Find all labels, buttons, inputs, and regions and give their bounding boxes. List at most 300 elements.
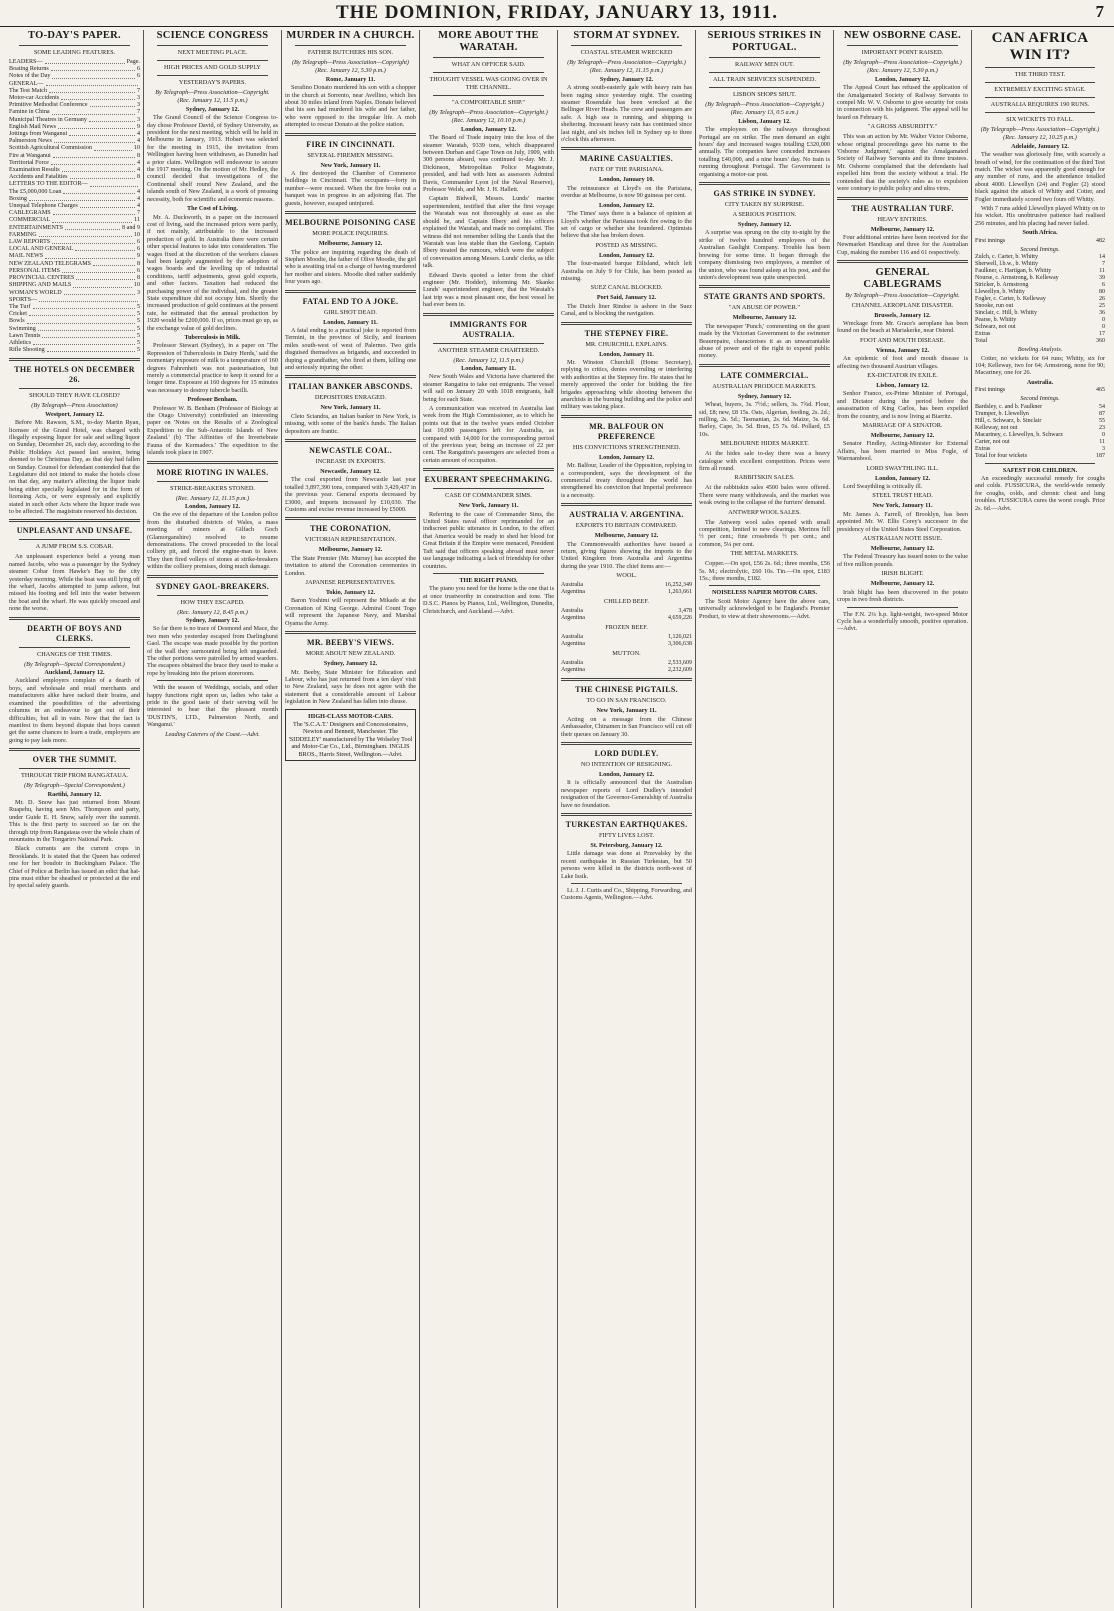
story-body: The coal exported from Newcastle last year totalled 3,897,390 tons, compared with 3,429,437 in the previous year. General exports decreased by £3000, and imports increased by £10,030. The Customs and excise revenue increased by £5000.	[285, 476, 416, 514]
contents-entry-label: LEADERS—	[9, 59, 43, 65]
total-label: Total	[975, 338, 988, 345]
dateline: London, January 11.	[461, 364, 516, 372]
dateline: Brussels, January 12.	[874, 311, 931, 319]
batsman: Llewellyn, b. Whitty	[975, 289, 1025, 296]
story-body: A strong south-easterly gale with heavy rain has been raging since yesterday night. The coasting steamer Rosendale has been wrecked at the Bellinger River Heads. The crew and passengers are safe. A high sea is running, and shipping is sheltering. Incessant heavy rain has continued since last night, and six inches fell in Sydney up to three o'clock this afternoon.	[561, 84, 692, 144]
credit-line: (By Telegraph—Special Correspondent.)	[24, 660, 125, 668]
leader-dots	[89, 117, 135, 122]
contents-entry-label: Famine in China	[9, 109, 50, 116]
runs: 87	[1099, 410, 1105, 417]
contents-entry-page: 5	[136, 318, 140, 325]
trade-country: Australia	[561, 660, 583, 667]
trade-value: 1,263,661	[668, 589, 692, 596]
advertisement-heading: SAFEST FOR CHILDREN.	[1002, 466, 1078, 474]
contents-entry	[9, 81, 140, 88]
leader-dots	[52, 109, 135, 114]
leader-dots	[53, 210, 135, 215]
story-subheading: AUSTRALIAN PRODUCE MARKETS.	[712, 382, 817, 390]
story-body: The Board of Trade inquiry into the loss of the steamer Waratah, 9339 tons, which disappeared between Durban and Cape Town on July, 1909, with 300 persons aboard, was continued to-day. Mr. J. Dickinson, Metropolitan Police Magistrate, presided, and had with him as assessors Admiral Davis, Commander Lyon (of the Naval Reserve), Professor Welsh, and Mr. J. H. Hallett.	[423, 134, 554, 194]
story-subheading: ANOTHER STEAMER CHARTERED.	[437, 346, 540, 354]
section-subhead: The Cost of Living.	[187, 205, 238, 213]
contents-entry	[9, 88, 140, 95]
leader-dots	[47, 347, 135, 352]
batsman: Fogler, c. Carter, b. Kelleway	[975, 296, 1046, 303]
received-line: (Rec. January 12, 11.5 p.m.)	[177, 97, 248, 105]
story-subheading: A JUMP FROM S.S. COBAR.	[35, 543, 114, 551]
contents-entry	[9, 210, 140, 217]
story-heading: ITALIAN BANKER ABSCONDS.	[288, 382, 413, 392]
story-subheading: FATE OF THE PARISIANA.	[589, 166, 664, 174]
first-innings-row	[975, 238, 1105, 245]
story-body: Little damage was done at Przevalsky by the recent earthquake in Russian Turkestan, but 50 persons were killed in the districts north-west of Lake Issik.	[561, 850, 692, 880]
story-subheading: MARRIAGE OF A SENATOR.	[862, 422, 943, 429]
story-heading: SERIOUS STRIKES IN PORTUGAL.	[707, 30, 822, 53]
story-heading: MR. BALFOUR ON PREFERENCE	[589, 421, 664, 441]
story-subheading: THROUGH TRIP FROM RANGATAUA.	[21, 772, 128, 780]
advertisement-heading: THE RIGHT PIANO.	[459, 576, 518, 584]
leader-dots	[90, 181, 138, 186]
story-body: Mr. Winston Churchill (Home Secretary), replying to critics, denies overruling or interfering with authorities at the Stepney fire. He states that he merely approved the order for bidding the fire brigades approaching while shooting between the anarchists in the burning building and the police and military was taking place.	[561, 358, 692, 411]
story-body: Baron Yoshimi will represent the Mikado at the Coronation of King George. Admiral Count Togo will represent the Japanese Navy, and Marshal Oyama the Army.	[285, 597, 416, 627]
batting-row	[975, 289, 1105, 296]
contents-entry-label: Rifle Shooting	[9, 347, 45, 354]
story-heading: IMMIGRANTS FOR AUSTRALIA.	[449, 319, 528, 339]
trade-country: Argentina	[561, 667, 585, 674]
advertisement-heading: HIGH-CLASS MOTOR-CARS.	[308, 712, 393, 720]
contents-entry	[9, 117, 140, 124]
leader-dots	[29, 196, 135, 201]
story-subheading: STRIKE-BREAKERS STONED.	[170, 484, 255, 492]
story-body: Wreckage from Mr. Grace's aeroplane has been found on the beach at Mariakerke, near Ostend.	[837, 319, 968, 335]
leader-dots	[73, 282, 132, 287]
story-subheading: FATHER BUTCHERS HIS SON.	[307, 49, 394, 56]
advertisement-text: The F.N. 2¼ h.p. light-weight, two-speed Motor Cycle has a wonderfully smooth, positive operation.—Advt.	[837, 610, 968, 633]
contents-entry-page: 4	[136, 188, 140, 195]
batsman: Kelleway, not out	[975, 424, 1018, 431]
dateline: Melbourne, January 12.	[732, 314, 797, 322]
contents-entry	[9, 261, 140, 268]
contents-entry-label: Boating Returns	[9, 66, 49, 73]
leader-dots	[62, 268, 135, 273]
story-body: Black currants are the current crops in Brooklands. It is stated that the Queen has ordered one for her boudoir in Buckingham Palace. The Chief of Police at Berlin has issued an edict that hat-pins must either be sheathed or protected at the end by special safety guards.	[9, 845, 140, 890]
story-heading: LORD DUDLEY.	[594, 748, 659, 758]
trade-group-heading: MUTTON.	[612, 650, 641, 658]
trade-country: Australia	[561, 608, 583, 615]
dateline: Lisbon, January 12.	[876, 381, 929, 389]
batting-table-south-africa	[975, 254, 1105, 338]
story-subheading: AUSTRALIAN NOTE ISSUE.	[862, 535, 943, 543]
masthead	[0, 0, 1114, 27]
runs: 54	[1099, 403, 1105, 410]
dateline: New York, January 11.	[872, 502, 933, 510]
contents-entry-page: 8	[136, 260, 140, 267]
dateline: St. Petersburg, January 12.	[590, 841, 663, 849]
dateline: Vienna, January 12.	[875, 346, 930, 354]
advertisement-text: An exceedingly successful remedy for coughs and colds. FUSSICURA, the world-wide remedy for coughs, colds, and chronic chest and lung troubles. FUSSICURA cures the worst cough. Price 2s. 6d.—Advt.	[975, 474, 1105, 512]
dateline: Sydney, January 12.	[185, 616, 240, 624]
story-body: A fatal ending to a practical joke is reported from Termini, in the province of Sicily, and fourteen miles south-west of west of Palermo. Two girls disguised themselves as brigands, and succeeded in duping a grandfather, who fired at them, killing one and seriously injuring the other.	[285, 326, 416, 371]
story-body: New South Wales and Victoria have chartered the steamer Rangatira to take out emigrants. The vessel will sail on January 20 with 1018 emigrants, half being for each State.	[423, 373, 554, 403]
story-body: Copper.—On spot, £56 2s. 6d.; three months, £56 5s. M.; electrolytic, £60 10s. Tin.—On spot, £183 15s.; three months, £182.	[699, 560, 830, 583]
story-heading: STORM AT SYDNEY.	[573, 30, 680, 41]
story-subheading: LORD SWAYTHLING ILL.	[866, 464, 939, 472]
contents-entry-page: 4	[136, 138, 140, 145]
story-heading: THE CORONATION.	[310, 524, 391, 534]
runs: 39	[1099, 275, 1105, 282]
story-subheading: POSTED AS MISSING.	[595, 241, 658, 249]
story-heading: UNPLEASANT AND UNSAFE.	[16, 526, 133, 536]
contents-entry-page: 9	[136, 123, 140, 130]
runs: 6	[1102, 282, 1105, 289]
story-body: Cleto Sciandra, an Italian banker in New York, is missing, with some of the bank's funds. The Italian depositors are frantic.	[285, 412, 416, 435]
batting-row	[975, 296, 1105, 303]
contents-entry-page: 7	[136, 109, 140, 116]
story-body: The Federal Treasury has issued notes to the value of five million pounds.	[837, 553, 968, 568]
contents-entry-page: 4	[136, 131, 140, 138]
contents-entry-label: PERSONAL ITEMS	[9, 267, 61, 274]
dateline: London, January 12.	[874, 474, 931, 482]
story-body: Four additional entries have been received for the Newmarket Handicap and three for the Australian Cup, making the number 116 and 61 respectively.	[837, 233, 968, 256]
story-heading: CAN AFRICA WIN IT?	[991, 30, 1089, 63]
leader-dots	[52, 217, 132, 222]
contents-entry	[9, 232, 140, 239]
story-subheading: TO GO IN SAN FRANCISCO.	[586, 697, 667, 705]
story-heading: MURDER IN A CHURCH.	[286, 30, 415, 41]
trade-value: 16,252,349	[665, 582, 692, 589]
leader-dots	[52, 239, 135, 244]
story-body: At the rabbitskin sales 4500 bales were offered. There were many withdrawals, and the market was weak owing to the collapse of the furriers' demand.	[699, 484, 830, 507]
dateline: Melbourne, January 12.	[870, 225, 935, 233]
contents-entry-label: Boxing	[9, 195, 27, 202]
contents-entry-page: 6	[136, 73, 140, 80]
contents-entry-label: Scottish Agricultural Commission	[9, 145, 92, 152]
batsman: Sinclair, c. Hill, b. Whitty	[975, 310, 1037, 317]
story-body: The Grand Council of the Science Congress to-day chose Professor David, of Sydney University, as president for the next meeting, which will be held in Melbourne in January, 1913. Hobart was selected for the meeting in 1915, the invitation from Wellington having been withdrawn, as Dunedin had a prior claim. Wellington will endeavour to secure the 1917 meeting. On the motion of Mr. Hedley, the council decided that investigations of the Continental shelf round New Zealand, and the islands south of New Zealand, is a work of pressing necessity, both for scientific and economic reasons.	[147, 114, 278, 203]
story-heading: SCIENCE CONGRESS	[156, 30, 269, 41]
story-heading: DEARTH OF BOYS AND CLERKS.	[27, 623, 122, 643]
received-line: (Rec. January 12, 11.15 p.m.)	[175, 494, 250, 502]
section-subhead: Professor Benham.	[187, 396, 238, 404]
advertisement-tag: Leading Caterers of the Coast.—Advt.	[165, 730, 260, 738]
contents-entry	[9, 347, 140, 354]
contents-entry	[9, 174, 140, 181]
leader-dots	[53, 153, 135, 158]
batting-row	[975, 425, 1105, 432]
story-body: Irish blight has been discovered in the potato crops in two fresh districts.	[837, 588, 968, 604]
batting-row	[975, 404, 1105, 411]
contents-entry-page: 5	[136, 332, 140, 339]
leader-dots	[29, 311, 135, 316]
story-heading: GAS STRIKE IN SYDNEY.	[713, 189, 816, 199]
contents-entry	[9, 167, 140, 174]
credit-line: (By Telegraph—Press Association—Copyright.)	[843, 59, 962, 66]
contents-entry-page: 5	[136, 325, 140, 332]
leader-dots	[54, 138, 135, 143]
contents-entry-label: Lawn Tennis	[9, 332, 41, 339]
batting-row	[975, 411, 1105, 418]
contents-entry-page: 6	[136, 239, 140, 246]
story-body: So far there is no trace of Desmond and Mace, the two men who yesterday escaped from Darlinghurst Gaol. The escape was made possible by the portion of the wall they surmounted being left unguarded. The other portions were patrolled by armed warders. The escapees obtained the brace they used to make a rope by breaking into the prison storeroom.	[147, 625, 278, 677]
dateline: Westport, January 12.	[45, 410, 104, 418]
story-subheading: EXTREMELY EXCITING STAGE.	[994, 86, 1086, 93]
story-body: Professor Stewart (Sydney), in a paper on 'The Repression of Tuberculosis in Dairy Herds,' said the momentary exposure of milk to a temperature of 160 degrees Fahrenheit was not pasteurisation, but merely a commercial practice to keep it sound for a longer time. Exposure at 160 degrees for 15 minutes was necessary to destroy tubercle bacilli.	[147, 342, 278, 394]
credit-line: By Telegraph—Press Association—Copyright.	[845, 292, 960, 300]
total-row	[975, 453, 1105, 460]
story-subheading: VICTORIAN REPRESENTATION.	[304, 536, 397, 544]
story-subheading: YESTERDAY'S PAPERS.	[178, 79, 247, 86]
leader-dots	[75, 246, 135, 251]
batting-row	[975, 324, 1105, 331]
batsman: Macartney, c. Llewellyn, b. Schwarz	[975, 431, 1063, 438]
dateline: Sydney, January 12.	[599, 75, 654, 83]
contents-entry-label: Unequal Telephone Charges	[9, 203, 78, 210]
batting-row	[975, 261, 1105, 268]
contents-entry-page: 7	[136, 210, 140, 217]
contents-entry-label: WOMAN'S WORLD	[9, 289, 62, 296]
contents-entry	[9, 124, 140, 131]
story-subheading: MELBOURNE HIDES MARKET.	[720, 440, 809, 448]
story-body: Professor W. B. Benham (Professor of Biology at the Otago University) contributed an interesting paper on 'Notes on the Results of a Zoological Expedition to the Sub-Antarctic Islands of New Zealand.' (b) 'The Affinities of the Invertebrate Fauna of the Kermadecs.' The expedition to the islands took place in 1907.	[147, 404, 278, 457]
batsman: Zulch, c. Carter, b. Whitty	[975, 254, 1038, 261]
leader-dots	[94, 145, 132, 150]
story-subheading: "A GROSS ABSURDITY."	[867, 123, 938, 131]
story-subheading: CASE OF COMMANDER SIMS.	[445, 492, 532, 500]
contents-entry	[9, 203, 140, 210]
story-body: An epidemic of foot and mouth disease is affecting two thousand Austrian villages.	[837, 355, 968, 370]
story-subheading: SUEZ CANAL BLOCKED.	[590, 284, 663, 292]
credit-line: (By Telegraph—Press Association)	[31, 402, 118, 410]
innings-heading: Second Innings.	[1020, 245, 1060, 253]
story-subheading: GIRL SHOT DEAD.	[324, 308, 377, 316]
story-subheading: RAILWAY MEN OUT.	[735, 61, 794, 68]
first-innings-row	[975, 387, 1105, 394]
story-subheading: COASTAL STEAMER WRECKED	[580, 49, 673, 56]
contents-entry-label: Territorial Force	[9, 159, 50, 166]
batsman: Hill, c. Schwarz, b. Sinclair	[975, 417, 1042, 424]
trade-row	[561, 634, 692, 641]
story-subheading: HIS CONVICTIONS STRENGTHENED.	[572, 443, 681, 451]
story-subheading: ALL TRAIN SERVICES SUSPENDED.	[712, 76, 817, 83]
dateline: Sydney, January 12.	[737, 392, 792, 400]
dateline: New York, January 11.	[596, 707, 657, 715]
story-heading: MORE RIOTING IN WALES.	[156, 467, 269, 477]
batting-row	[975, 303, 1105, 310]
contents-entry-label: The £5,000,000 Loan	[9, 188, 62, 195]
contents-entry-label: GENERAL—	[9, 80, 44, 87]
trade-value: 2,533,609	[668, 660, 692, 667]
credit-line: (By Telegraph—Special Correspondent.)	[24, 782, 125, 790]
dateline: Newcastle, January 12.	[320, 468, 381, 475]
total-value: 360	[1096, 338, 1105, 345]
trade-country: Argentina	[561, 615, 585, 622]
batting-row	[975, 418, 1105, 425]
runs: 0	[1102, 317, 1105, 324]
dateline: Port Said, January 12.	[596, 294, 657, 302]
batsman: Faulkner, c. Hartigan, b. Whitty	[975, 268, 1052, 275]
advertisement-heading: NOISELESS NAPIER MOTOR CARS.	[711, 589, 818, 597]
contents-entry-page: 6	[136, 66, 140, 73]
contents-entry	[9, 246, 140, 253]
runs: 23	[1099, 424, 1105, 431]
contents-entry	[9, 160, 140, 167]
dateline: Melbourne, January 12.	[870, 432, 935, 439]
contents-entry-page: 5	[136, 347, 140, 354]
story-body: Mr. Balfour, Leader of the Opposition, replying to a correspondent, says the development of the commercial treaty throughout the world has strengthened his conviction that Imperial preference is a necessity.	[561, 462, 692, 499]
trade-group-table	[561, 634, 692, 648]
dateline: London, January 12.	[598, 201, 655, 209]
advertisement-text: The piano you need for the home is the one that is at once trustworthy in construction and tone. The D.S.C. Pianos by Pianos, Ltd., Wellington, Dunedin, Christchurch, and Auckland.—Advt.	[423, 585, 554, 615]
story-body: The reinsurance at Lloyd's on the Parisiana, overdue at Melbourne, is now 90 guineas per cent.	[561, 184, 692, 200]
batsman: Trumper, b. Llewellyn	[975, 410, 1029, 417]
story-body: Mr. Beeby, State Minister for Education and Labour, who has just returned from a ten days' visit to New Zealand, says he does not agree with the statement that a considerable amount of Labour legislation in New Zealand has fallen into disuse.	[285, 668, 416, 706]
leader-dots	[70, 174, 135, 179]
scoreboard-team: South Africa.	[1022, 229, 1058, 237]
story-body: At the hides sale to-day there was a heavy catalogue with excellent competition. Prices were firm all round.	[699, 450, 830, 472]
story-body: The Dutch liner Rindoe is ashore in the Suez Canal, and is blocking the navigation.	[561, 302, 692, 318]
story-subheading: IMPORTANT POINT RAISED.	[861, 49, 944, 56]
story-heading: LATE COMMERCIAL.	[720, 370, 809, 380]
contents-entry	[9, 131, 140, 138]
dateline: London, January 12.	[598, 453, 655, 461]
contents-entry-page: 3	[136, 289, 140, 296]
story-body: The newspaper 'Punch,' commenting on the grant made by the Victorian Government to the swimmer Beaurepaire, characterises it as an unwarrantable abuse of power and of the right to expend public money.	[699, 322, 830, 360]
dateline: London, January 12.	[460, 125, 517, 133]
batting-row	[975, 275, 1105, 282]
trade-group-table	[561, 608, 692, 622]
story-body: Mr. James A. Farrell, of Brooklyn, has been appointed Mr. W. Ellis Corey's successor in the presidency of the United States Steel Corporation.	[837, 510, 968, 533]
story-body: Auckland employers complain of a dearth of boys, and wholesale and retail merchants and manufacturers alike have racked their brains, and examined the possibilities of the advertising columns in an endeavour to get out of their difficulties, but all in vain. Now that the fact is manifest to them beyond dispute that boys cannot get the same chances to learn a trade, employers are going to pay lads more.	[9, 677, 140, 744]
story-heading: NEW OSBORNE CASE.	[843, 30, 962, 41]
story-heading: SYDNEY GAOL-BREAKERS.	[155, 581, 270, 591]
story-subheading: CHANGES OF THE TIMES.	[37, 650, 112, 658]
contents-entry-page: 4	[136, 167, 140, 174]
contents-entry-label: Examination Results	[9, 167, 60, 174]
trade-group-heading: FROZEN BEEF.	[605, 624, 648, 632]
leader-dots	[62, 167, 135, 172]
contents-entry	[9, 268, 140, 275]
dateline: London, January 11.	[323, 318, 378, 326]
contents-entry-label: COMMERCIAL	[9, 217, 51, 224]
contents-entry	[9, 290, 140, 297]
story-subheading: THE THIRD TEST.	[1014, 71, 1066, 78]
column-4	[420, 30, 558, 1608]
contents-entry	[9, 225, 140, 232]
trade-row	[561, 660, 692, 667]
innings-label: First innings	[975, 387, 1006, 394]
contents-entry	[9, 326, 140, 333]
dateline: Tokio, January 12.	[325, 589, 376, 597]
contents-entry	[9, 333, 140, 340]
story-subheading: A SERIOUS POSITION.	[732, 211, 797, 219]
story-body: The Appeal Court has refused the application of the Amalgamated Society of Railway Servants to compel Mr. W. V. Osborne to give security for costs in connection with his judgment. The appeal will be heard on February 6.	[837, 84, 968, 121]
total-row	[975, 338, 1105, 345]
credit-line: (By Telegraph—Press Association—Copyright.)	[429, 109, 548, 116]
contents-entry-label: Cricket	[9, 311, 27, 318]
runs: 26	[1099, 296, 1105, 303]
contents-entry-page: 11	[134, 217, 140, 224]
contents-entry-label: SHIPPING AND MAILS	[9, 282, 72, 289]
story-body: A communication was received in Australia last week from the High Commissioner, as to which he points out that in the twelve years ended October last 10,000 passengers left for Australia, as compared with 14,000 for the corresponding period of the previous year, being an increase of 22 per cent. The Rangatira's passengers are selected from a certain amount of occupation.	[423, 405, 554, 464]
contents-entry-page: 8	[136, 174, 140, 181]
batting-row	[975, 439, 1105, 446]
column-5	[558, 30, 696, 1608]
leader-dots	[39, 297, 138, 302]
story-body: The weather was gloriously fine, with scarcely a breath of wind, for the continuation of the third Test match. The wicket was apparently good enough for any number of runs, and the attendance totalled about 4000. Llewellyn (24) and Fogler (2) stood black against the attack of Whitty and Cotter, and Fogler immediately scored two fours off Whitty.	[975, 151, 1105, 203]
story-subheading: "A COMFORTABLE SHIP."	[451, 99, 525, 106]
runs: 3	[1102, 445, 1105, 452]
story-subheading: MORE POLICE INQUIRIES.	[312, 230, 389, 238]
story-heading: FIRE IN CINCINNATI.	[306, 139, 395, 149]
contents-entry-page: 3	[136, 95, 140, 102]
batting-row	[975, 254, 1105, 261]
dateline: Sydney, January 12.	[185, 105, 240, 113]
contents-entry-label: Bowls	[9, 318, 25, 325]
contents-entry	[9, 217, 140, 224]
contents-entry-page: 6	[136, 246, 140, 253]
received-line: (Rec. January 12, 8.45 p.m.)	[177, 608, 248, 616]
contents-entry	[9, 253, 140, 260]
contents-entry	[9, 181, 140, 188]
contents-entry	[9, 145, 140, 152]
story-subheading: NO INTENTION OF RESIGNING.	[580, 760, 673, 768]
leader-dots	[33, 340, 135, 345]
contents-entry	[9, 196, 140, 203]
batsman: Schwarz, not out	[975, 324, 1016, 331]
runs: 14	[1099, 254, 1105, 261]
total-label: Total for four wickets	[975, 452, 1028, 459]
leader-dots	[51, 66, 135, 71]
batsman: Stricker, b. Armstrong	[975, 282, 1029, 289]
story-body: An unpleasant experience befel a young man named Jacobs, who was a passenger by the Sydney steamer Cobar from Hawke's Bay to the city yesterday morning. While the boat was still lying off the wharf, Jacobs attempted to jump ashore, but missed his footing and fell into the water between the boat and the wharf. He was quickly rescued and none the worse.	[9, 553, 140, 613]
story-body: Edward Davis quoted a letter from the chief engineer (Mr. Hodder), informing Mr. Skanke Lunds' superintendent engineer, that the Waratah's last trip was a most pleasant one, the best vessel he had ever been in.	[423, 271, 554, 309]
leader-dots	[64, 290, 135, 295]
story-heading: TURKESTAN EARTHQUAKES.	[565, 819, 688, 829]
trade-group-table	[561, 660, 692, 674]
contents-entry-page: 3	[136, 102, 140, 109]
leader-dots	[27, 318, 135, 323]
story-subheading: "AN ABUSE OF POWER."	[729, 304, 800, 312]
story-subheading: CITY TAKEN BY SURPRISE.	[724, 201, 805, 209]
dateline: London, January 12.	[598, 770, 655, 778]
contents-entry	[9, 318, 140, 325]
batsman: Sherwell, l.b.w., b. Whitty	[975, 261, 1038, 268]
story-subheading: ANTWERP WOOL SALES.	[728, 508, 801, 516]
trade-country: Argentina	[561, 641, 585, 648]
story-heading: GENERAL CABLEGRAMS	[863, 267, 942, 291]
story-body: The State Premier (Mr. Murray) has accepted the invitation to attend the Coronation ceremonies in London.	[285, 554, 416, 577]
batting-row	[975, 331, 1105, 338]
trade-value: 4,659,226	[668, 615, 692, 622]
contents-entry-label: Primitive Methodist Conference	[9, 102, 88, 109]
contents-entry-label: FARMING	[9, 231, 37, 238]
contents-entry-label: LETTERS TO THE EDITOR—	[9, 181, 88, 188]
leader-dots	[52, 73, 134, 78]
newspaper-page	[6, 30, 1108, 1608]
contents-entry-page: 7	[136, 87, 140, 94]
dateline: Adelaide, January 12.	[1011, 142, 1069, 150]
scoreboard-team: Australia.	[1026, 378, 1054, 386]
story-body: Mr. D. Snow has just returned from Mount Ruapehu, having seen Mrs. Thompson and party, under Guide E. H. Snow, safely over the summit. This is the first party to succeed so far on the through trip from Rangataua over the whole chain of mountains in the Tongariro National Park.	[9, 798, 140, 843]
story-body: The Commonwealth authorities have issued a return, giving figures showing the imports to the United Kingdom from Australia and Argentina during the year 1910. The chief items are:—	[561, 540, 692, 570]
story-body: 'The Times' says there is a balance of opinion at Lloyd's whether the Parisiana took fire owing to the set of cargo or whether she foundered. Optimists believe that she has broken down.	[561, 210, 692, 240]
story-body: A surprise was sprung on the city to-night by the strike of twelve hundred employees of the Australian Gaslight Company. Trouble has been brewing for some time. It began through the company dismissing two employees, a member of the union, who was found asleep at his post, and the union's development was quite unexpected.	[699, 229, 830, 281]
contents-entry-label: The Test Match	[9, 87, 48, 94]
received-line: (Rec. January 12, 10.10 p.m.)	[451, 117, 526, 125]
batsman: Nourse, c. Armstrong, b. Kelleway	[975, 275, 1059, 282]
story-body: Senhor Franco, ex-Prime Minister of Portugal, and Dictator during the period before the assassination of King Carlos, has been expelled from the country, and is now living at Biarritz.	[837, 390, 968, 420]
story-subheading: DEPOSITORS ENRAGED.	[314, 394, 387, 402]
story-subheading: MR. CHURCHILL EXPLAINS.	[585, 340, 668, 348]
